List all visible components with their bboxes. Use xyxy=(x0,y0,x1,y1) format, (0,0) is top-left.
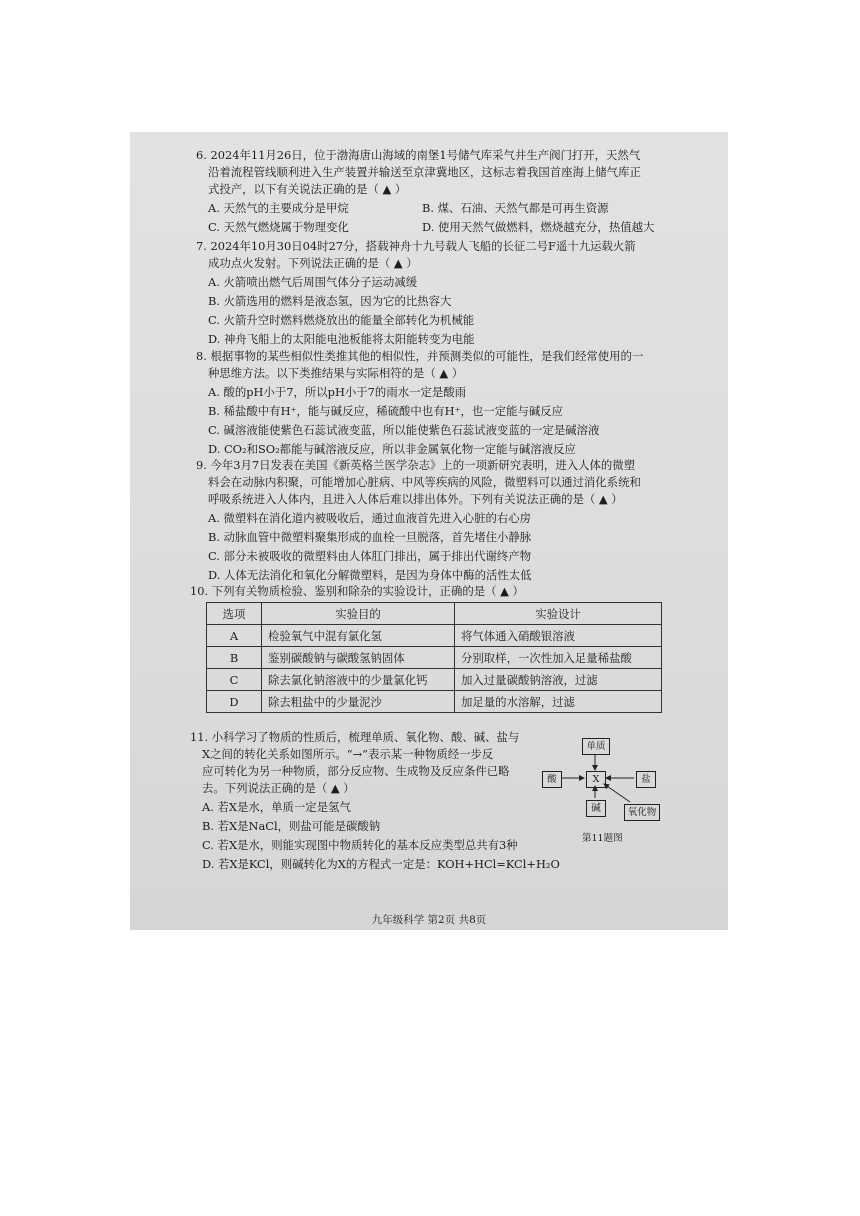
q11-line-4: 去。下列说法正确的是（ ▲ ） xyxy=(202,781,355,795)
q7-option-c: C. 火箭升空时燃料燃烧放出的能量全部转化为机械能 xyxy=(208,313,475,327)
q11-line-3: 应可转化为另一种物质，部分反应物、生成物及反应条件已略 xyxy=(202,764,510,778)
q11-line-2: X之间的转化关系如图所示。“→”表示某一种物质经一步反 xyxy=(202,747,494,761)
q10-row-d-design: 加足量的水溶解，过滤 xyxy=(455,691,662,713)
exam-page xyxy=(130,132,728,930)
q10-row-a-design: 将气体通入硝酸银溶液 xyxy=(455,625,662,647)
q10-header-design: 实验设计 xyxy=(455,603,662,625)
q7-option-d: D. 神舟飞船上的太阳能电池板能将太阳能转变为电能 xyxy=(208,332,475,346)
q8-option-b: B. 稀盐酸中有H⁺，能与碱反应，稀硫酸中也有H⁺，也一定能与碱反应 xyxy=(208,404,564,418)
q10-table xyxy=(206,602,662,713)
q6-option-b: B. 煤、石油、天然气都是可再生资源 xyxy=(422,201,609,215)
q6-line-3: 式投产，以下有关说法正确的是（ ▲ ） xyxy=(208,182,407,196)
q10-row-c-option: C xyxy=(207,669,262,691)
q11-option-a: A. 若X是水，单质一定是氢气 xyxy=(202,800,351,814)
q7-line-1: 7. 2024年10月30日04时27分，搭载神舟十九号载人飞船的长征二号F遥十九运载火箭 xyxy=(196,239,636,253)
q6-option-d: D. 使用天然气做燃料，燃烧越充分，热值越大 xyxy=(422,220,655,234)
diagram-node-simple-substance: 单质 xyxy=(582,738,610,755)
q10-row-d-option: D xyxy=(207,691,262,713)
q8-line-1: 8. 根据事物的某些相似性类推其他的相似性，并预测类似的可能性，是我们经常使用的一 xyxy=(196,349,644,363)
table-row xyxy=(207,669,662,691)
q6-line-2: 沿着流程管线顺利进入生产装置并输送至京津冀地区，这标志着我国首座海上储气库正 xyxy=(208,165,641,179)
q10-row-b-design: 分别取样，一次性加入足量稀盐酸 xyxy=(455,647,662,669)
q8-option-c: C. 碱溶液能使紫色石蕊试液变蓝，所以能使紫色石蕊试液变蓝的一定是碱溶液 xyxy=(208,423,600,437)
q11-option-b: B. 若X是NaCl，则盐可能是碳酸钠 xyxy=(202,819,381,833)
q7-option-b: B. 火箭选用的燃料是液态氢，因为它的比热容大 xyxy=(208,294,452,308)
arrow-oxide-to-x xyxy=(604,784,630,802)
q7-option-a: A. 火箭喷出燃气后周围气体分子运动减缓 xyxy=(208,275,418,289)
q9-option-a: A. 微塑料在消化道内被吸收后，通过血液首先进入心脏的右心房 xyxy=(208,511,532,525)
q10-row-c-design: 加入过量碳酸钠溶液，过滤 xyxy=(455,669,662,691)
diagram-caption: 第11题图 xyxy=(582,833,623,844)
q9-option-b: B. 动脉血管中微塑料聚集形成的血栓一旦脱落，首先堵住小静脉 xyxy=(208,530,532,544)
q10-row-d-purpose: 除去粗盐中的少量泥沙 xyxy=(262,691,455,713)
diagram-node-base: 碱 xyxy=(586,800,606,817)
q10-row-a-option: A xyxy=(207,625,262,647)
diagram-node-acid: 酸 xyxy=(542,771,562,788)
q10-stem: 10. 下列有关物质检验、鉴别和除杂的实验设计，正确的是（ ▲ ） xyxy=(190,584,524,598)
table-row xyxy=(207,691,662,713)
table-row xyxy=(207,625,662,647)
q6-option-a: A. 天然气的主要成分是甲烷 xyxy=(208,201,349,215)
diagram-node-oxide: 氧化物 xyxy=(624,804,660,821)
q7-line-2: 成功点火发射。下列说法正确的是（ ▲ ） xyxy=(208,256,418,270)
q8-option-a: A. 酸的pH小于7，所以pH小于7的雨水一定是酸雨 xyxy=(208,385,467,399)
q9-line-2: 料会在动脉内积聚，可能增加心脏病、中风等疾病的风险，微塑料可以通过消化系统和 xyxy=(208,475,641,489)
q8-option-d: D. CO₂和SO₂都能与碱溶液反应，所以非金属氧化物一定能与碱溶液反应 xyxy=(208,442,576,456)
q8-line-2: 种思维方法。以下类推结果与实际相符的是（ ▲ ） xyxy=(208,366,464,380)
q6-line-1: 6. 2024年11月26日，位于渤海唐山海域的南堡1号储气库采气井生产阀门打开，天然气 xyxy=(196,148,641,162)
q11-line-1: 11. 小科学习了物质的性质后，梳理单质、氧化物、酸、碱、盐与 xyxy=(190,730,520,744)
q9-line-3: 呼吸系统进入人体内，且进入人体后难以排出体外。下列有关说法正确的是（ ▲ ） xyxy=(208,492,623,506)
q10-header-purpose: 实验目的 xyxy=(262,603,455,625)
diagram-node-x: X xyxy=(586,771,606,788)
q6-option-c: C. 天然气燃烧属于物理变化 xyxy=(208,220,349,234)
diagram-node-salt: 盐 xyxy=(636,771,656,788)
q10-row-c-purpose: 除去氯化钠溶液中的少量氯化钙 xyxy=(262,669,455,691)
q10-row-a-purpose: 检验氧气中混有氯化氢 xyxy=(262,625,455,647)
q11-conversion-diagram xyxy=(538,734,668,852)
q9-option-d: D. 人体无法消化和氧化分解微塑料，是因为身体中酶的活性太低 xyxy=(208,568,532,582)
q10-row-b-option: B xyxy=(207,647,262,669)
q10-table-header xyxy=(207,603,662,625)
q9-line-1: 9. 今年3月7日发表在美国《新英格兰医学杂志》上的一项新研究表明，进入人体的微塑 xyxy=(196,458,636,472)
table-row xyxy=(207,647,662,669)
q9-option-c: C. 部分未被吸收的微塑料由人体肛门排出，属于排出代谢终产物 xyxy=(208,549,532,563)
q10-header-option: 选项 xyxy=(207,603,262,625)
q10-row-b-purpose: 鉴别碳酸钠与碳酸氢钠固体 xyxy=(262,647,455,669)
q11-option-d: D. 若X是KCl，则碱转化为X的方程式一定是：KOH+HCl=KCl+H₂O xyxy=(202,857,560,871)
q11-option-c: C. 若X是水，则能实现图中物质转化的基本反应类型总共有3种 xyxy=(202,838,518,852)
page-footer: 九年级科学 第2页 共8页 xyxy=(371,914,487,926)
